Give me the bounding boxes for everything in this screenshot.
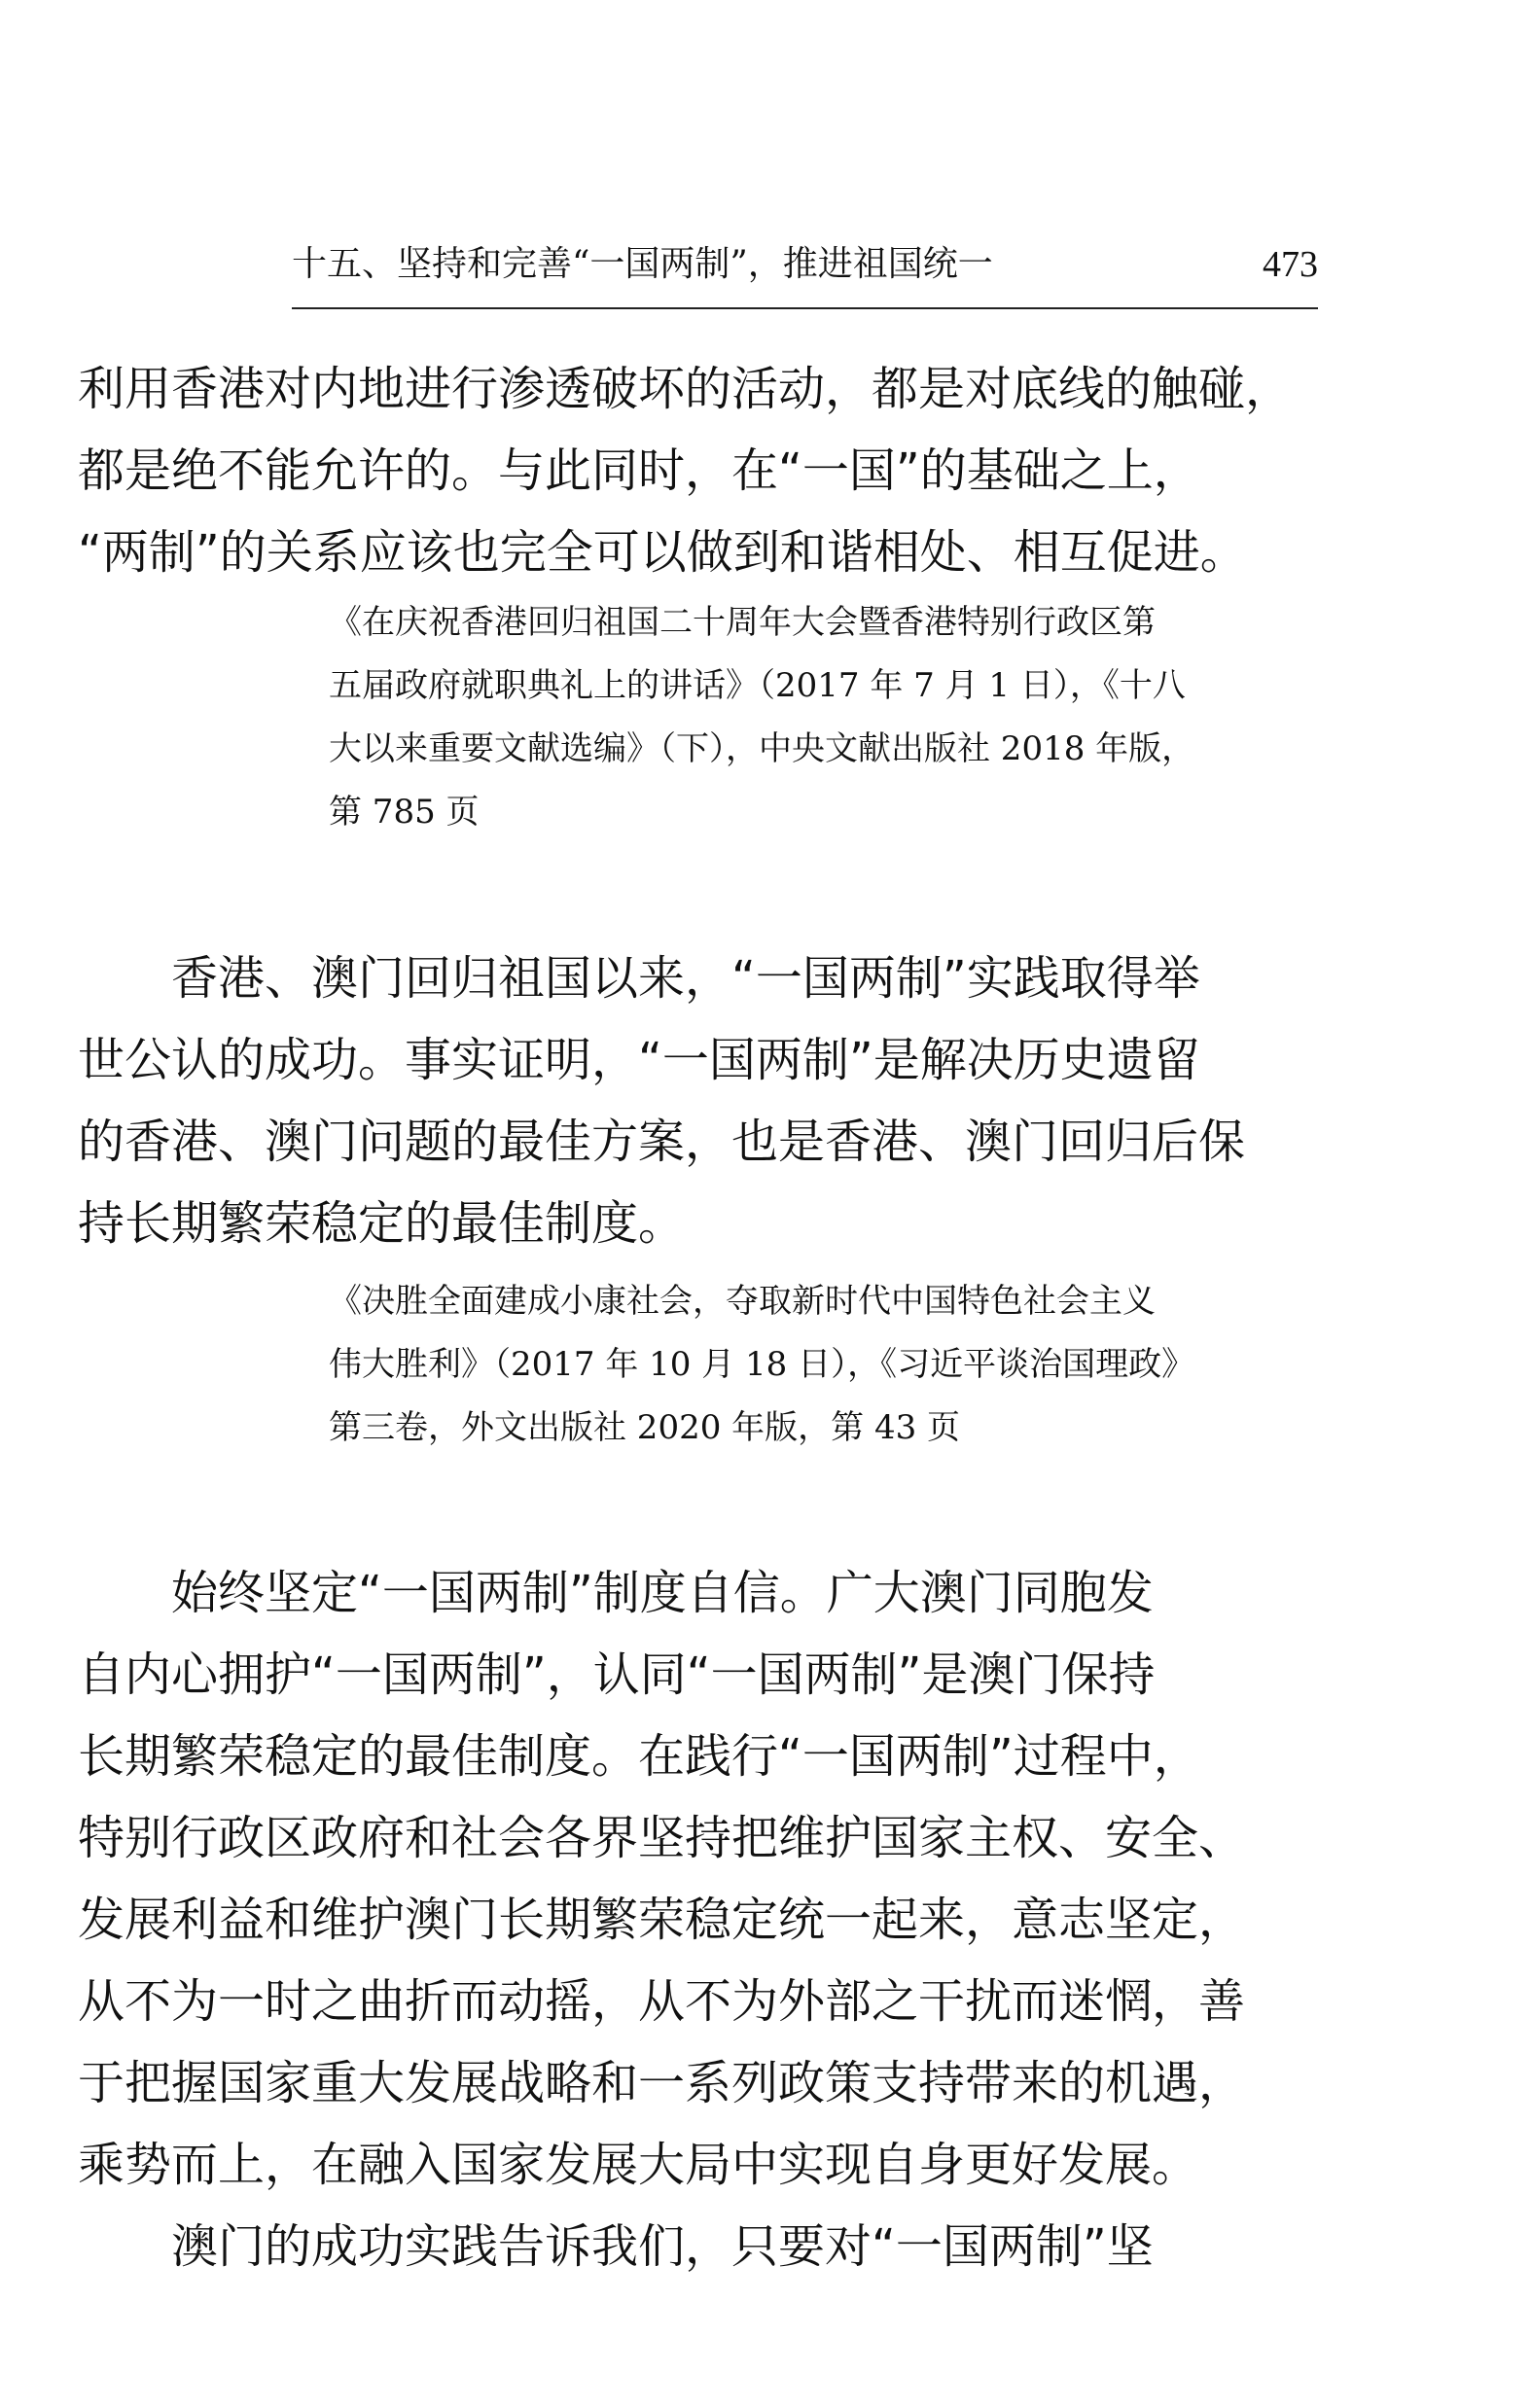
citation-line: 伟大胜利》（2017 年 10 月 18 日），《习近平谈治国理政》 [329,1345,1195,1384]
citation-hk-anniversary [329,591,1194,844]
text-line: 的香港、澳门问题的最佳方案，也是香港、澳门回归后保 [78,1115,1246,1169]
header-rule [292,307,1318,309]
paragraph-continuation [78,348,1292,593]
running-header [292,235,1318,294]
text-line: 从不为一时之曲折而动摇，从不为外部之干扰而迷惘，善 [78,1974,1246,2029]
citation-line: 大以来重要文献选编》（下），中央文献出版社 2018 年版， [329,729,1195,768]
text-line: 长期繁荣稳定的最佳制度。在践行“一国两制”过程中， [78,1729,1200,1784]
citation-19th-congress [329,1270,1194,1460]
text-line: 都是绝不能允许的。与此同时，在“一国”的基础之上， [78,443,1200,498]
text-line: “两制”的关系应该也完全可以做到和谐相处、相互促进。 [78,525,1247,580]
text-line: 始终坚定“一国两制”制度自信。广大澳门同胞发 [78,1566,1154,1620]
text-line: 利用香港对内地进行渗透破坏的活动，都是对底线的触碰， [78,362,1293,416]
text-line: 特别行政区政府和社会各界坚持把维护国家主权、安全、 [78,1811,1246,1865]
citation-line: 五届政府就职典礼上的讲话》（2017 年 7 月 1 日），《十八 [329,666,1186,705]
text-line: 香港、澳门回归祖国以来，“一国两制”实践取得举 [78,951,1200,1006]
page-number: 473 [1263,244,1318,285]
text-line: 世公认的成功。事实证明，“一国两制”是解决历史遗留 [78,1033,1200,1087]
citation-line: 第 785 页 [329,793,480,832]
text-line: 持长期繁荣稳定的最佳制度。 [78,1196,686,1251]
citation-line: 第三卷，外文出版社 2020 年版，第 43 页 [329,1408,961,1447]
text-line: 自内心拥护“一国两制”，认同“一国两制”是澳门保持 [78,1647,1156,1702]
text-line: 于把握国家重大发展战略和一系列政策支持带来的机遇， [78,2056,1246,2110]
text-line: 发展利益和维护澳门长期繁荣稳定统一起来，意志坚定， [78,1893,1246,1947]
text-line: 乘势而上，在融入国家发展大局中实现自身更好发展。 [78,2138,1199,2192]
chapter-title: 十五、坚持和完善“一国两制”，推进祖国统一 [292,244,993,284]
text-line: 澳门的成功实践告诉我们，只要对“一国两制”坚 [78,2219,1154,2274]
citation-line: 《决胜全面建成小康社会，夺取新时代中国特色社会主义 [329,1282,1156,1321]
citation-line: 《在庆祝香港回归祖国二十周年大会暨香港特别行政区第 [329,603,1156,642]
paragraph-hk-macao-success [78,938,1245,1264]
paragraph-macao-confidence [78,1552,1245,2287]
